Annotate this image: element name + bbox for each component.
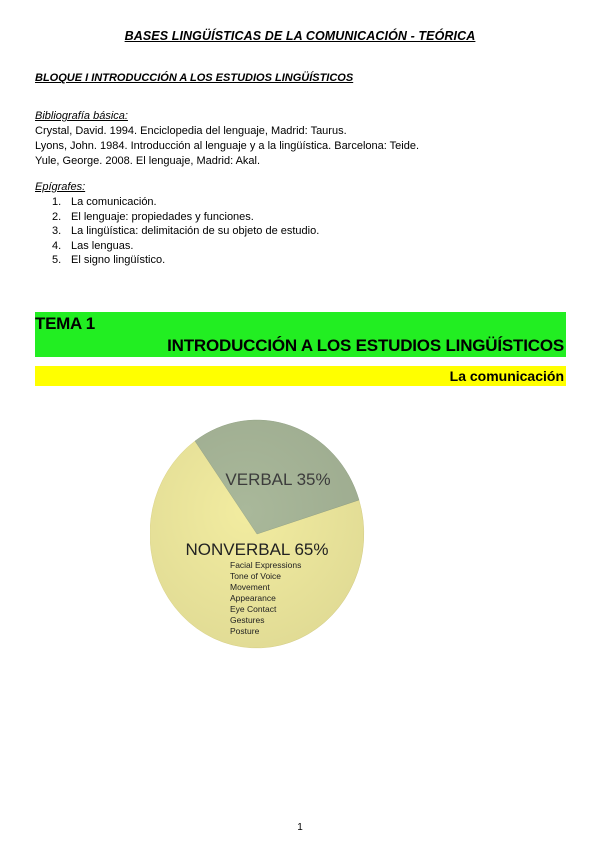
list-item: [52, 239, 319, 254]
bibliography-heading: Bibliografía básica:: [35, 110, 128, 122]
nonverbal-item: Eye Contact: [230, 604, 277, 614]
page-number: 1: [297, 822, 303, 833]
nonverbal-item: Gestures: [230, 615, 265, 625]
list-item-text: El lenguaje: propiedades y funciones.: [71, 210, 254, 223]
list-item: [52, 253, 319, 268]
list-item-number: 4.: [52, 239, 62, 252]
nonverbal-item: Posture: [230, 626, 260, 636]
bibliography-entry: Yule, George. 2008. El lenguaje, Madrid: Akal.: [35, 155, 261, 167]
communication-pie-chart: [150, 400, 370, 660]
bibliography-entry: Crystal, David. 1994. Enciclopedia del lenguaje, Madrid: Taurus.: [35, 125, 347, 137]
nonverbal-item: Facial Expressions: [230, 560, 302, 570]
epigraphs-list: [52, 195, 319, 268]
bibliography-list: [35, 124, 419, 169]
list-item: [52, 195, 319, 210]
list-item: [52, 224, 319, 239]
nonverbal-item: Tone of Voice: [230, 571, 282, 581]
tema-title: INTRODUCCIÓN A LOS ESTUDIOS LINGÜÍSTICOS: [167, 336, 564, 355]
list-item-number: 1.: [52, 196, 62, 208]
nonverbal-item: Movement: [230, 582, 270, 592]
tema-label: TEMA 1: [35, 314, 95, 333]
list-item-text: La comunicación.: [71, 196, 157, 208]
block-title: BLOQUE I INTRODUCCIÓN A LOS ESTUDIOS LINGÜÍSTICOS: [35, 72, 354, 84]
document-title: BASES LINGÜÍSTICAS DE LA COMUNICACIÓN - TEÓRICA: [124, 29, 476, 43]
list-item-text: El signo lingüístico.: [71, 254, 166, 267]
pie-label-verbal: VERBAL 35%: [225, 470, 331, 489]
list-item-number: 2.: [52, 210, 62, 223]
list-item-text: La lingüística: delimitación de su objeto de estudio.: [71, 225, 320, 238]
nonverbal-item: Appearance: [230, 593, 276, 603]
list-item-number: 3.: [52, 225, 62, 238]
list-item-text: Las lenguas.: [71, 239, 134, 252]
bibliography-entry: Lyons, John. 1984. Introducción al lenguaje y a la lingüística. Barcelona: Teide.: [35, 140, 420, 152]
list-item-number: 5.: [52, 254, 62, 267]
pie-label-nonverbal: NONVERBAL 65%: [185, 540, 329, 559]
epigraphs-heading: Epígrafes:: [35, 181, 86, 193]
tema-subtitle: La comunicación: [449, 368, 564, 384]
list-item: [52, 210, 319, 225]
